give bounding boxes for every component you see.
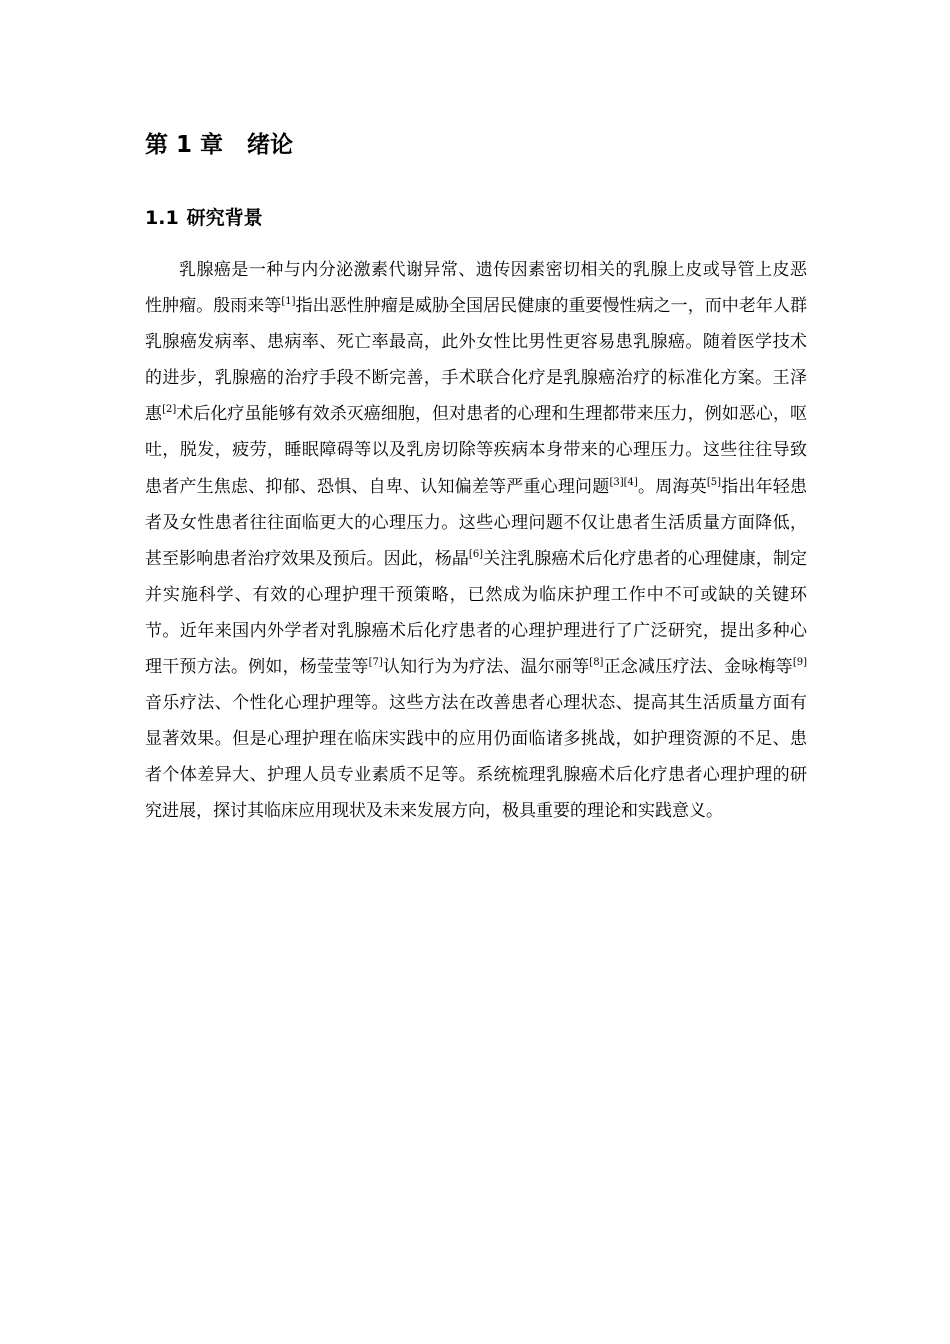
section-heading [145,203,263,233]
paragraph-text-2: 指出恶性肿瘤是威胁全国居民健康的重要慢性病之一，而中老年人群乳腺癌发病率、患病率、死亡率最高，此外女性比男性更容易患乳腺癌。随着医学技术的进步，乳腺癌的治疗手段不断完善，手术联合化疗是乳腺癌治疗的标准化方案。王泽惠 [145,296,808,425]
citation-5: [5] [706,476,721,488]
citation-9: [9] [792,657,808,669]
citation-7: [7] [368,657,383,669]
paragraph-text-8: 正念减压疗法、金咏梅等 [603,657,793,678]
citation-3-4: [3][4] [609,476,638,488]
paragraph-text-3: 术后化疗虽能够有效杀灭癌细胞，但对患者的心理和生理都带来压力，例如恶心，呕吐，脱发，疲劳，睡眠障碍等以及乳房切除等疾病本身带来的心理压力。这些往往导致患者产生焦虑、抑郁、恐惧、自卑、认知偏差等严重心理问题 [145,404,808,497]
citation-6: [6] [468,548,484,560]
section-title-text: 研究背景 [186,207,263,229]
paragraph-text-5: 指出年轻患者及女性患者往往面临更大的心理压力。这些心理问题不仅让患者生活质量方面降低，甚至影响患者治疗效果及预后。因此，杨晶 [145,476,808,569]
section-number: 1.1 [145,207,179,229]
chapter-heading [145,128,293,162]
chapter-title-text: 绪论 [247,132,294,158]
citation-8: [8] [589,657,604,669]
paragraph-text-6: 关注乳腺癌术后化疗患者的心理健康，制定并实施科学、有效的心理护理干预策略，已然成为临床护理工作中不可或缺的关键环节。近年来国内外学者对乳腺癌术后化疗患者的心理护理进行了广泛研究，提出多种心理干预方法。例如，杨莹莹等 [145,548,808,678]
paragraph-text-1: 乳腺癌是一种与内分泌激素代谢异常、遗传因素密切相关的乳腺上皮或导管上皮恶性肿瘤。殷雨来等 [145,260,807,317]
paragraph-text-7: 认知行为为疗法、温尔丽等 [382,657,590,678]
background-paragraph [145,252,807,830]
paragraph-text-4: 。周海英 [637,476,707,497]
citation-1: [1] [281,296,296,308]
paragraph-text-9: 音乐疗法、个性化心理护理等。这些方法在改善患者心理状态、提高其生活质量方面有显著效果。但是心理护理在临床实践中的应用仍面临诸多挑战，如护理资源的不足、患者个体差异大、护理人员专业素质不足等。系统梳理乳腺癌术后化疗患者心理护理的研究进展，探讨其临床应用现状及未来发展方向，极具重要的理论和实践意义。 [145,693,807,822]
citation-2: [2] [162,404,177,416]
chapter-number: 第 1 章 [145,132,224,158]
